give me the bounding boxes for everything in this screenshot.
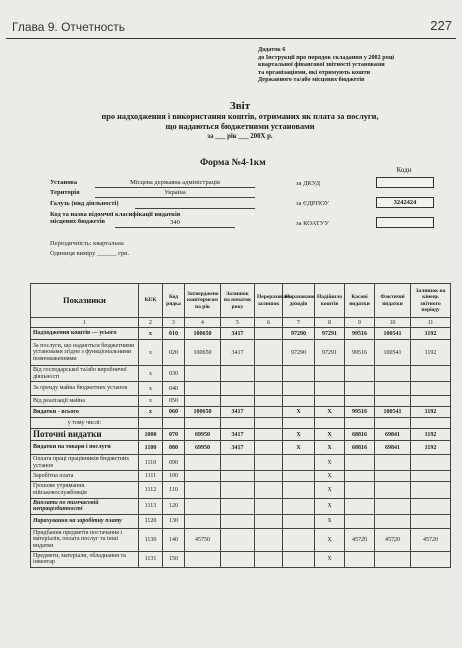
row-label: Виплати по тимчасовій непрацездатності	[31, 498, 139, 514]
table-cell	[255, 407, 283, 418]
table-cell	[185, 366, 221, 382]
table-cell: 050	[163, 396, 185, 407]
table-cell: 080	[163, 441, 185, 455]
table-cell: 090	[163, 455, 185, 471]
col-number: 6	[255, 318, 283, 328]
table-cell: 69841	[375, 441, 411, 455]
branch-label: Галузь (вид діяльності)	[50, 200, 119, 207]
table-cell: 010	[163, 328, 185, 340]
table-cell: 1192	[411, 340, 451, 366]
col-header: Залишок на кінець звітного періоду	[411, 284, 451, 318]
table-cell	[411, 396, 451, 407]
kvk-value: 340	[115, 219, 235, 228]
appendix-note	[258, 46, 458, 84]
table-cell	[221, 471, 255, 482]
table-cell: X	[315, 528, 345, 551]
col-number: 7	[283, 318, 315, 328]
table-cell	[255, 396, 283, 407]
table-cell: 97291	[315, 328, 345, 340]
table-cell: 1192	[411, 328, 451, 340]
table-cell	[283, 366, 315, 382]
table-cell	[283, 551, 315, 567]
appendix-line: до Інструкції про порядок складання у 2002 році	[258, 53, 395, 61]
koatuu-label: за КОАТУУ	[296, 220, 329, 227]
col-header: Залишок на початок року	[221, 284, 255, 318]
table-row	[31, 514, 451, 528]
report-title-block	[40, 100, 440, 140]
branch-value	[135, 200, 255, 209]
col-number: 9	[345, 318, 375, 328]
table-row	[31, 382, 451, 396]
row-label: Грошове утримання військовослужбовців	[31, 482, 139, 498]
territory-value: Україна	[95, 189, 255, 198]
page-number: 227	[430, 18, 452, 33]
table-cell: X	[283, 441, 315, 455]
table-cell	[345, 382, 375, 396]
row-label: Видатки на товари і послуги	[31, 441, 139, 455]
table-cell: X	[315, 482, 345, 498]
table-row	[31, 528, 451, 551]
table-cell: X	[283, 407, 315, 418]
branch-row	[50, 200, 119, 207]
table-row	[31, 396, 451, 407]
col-header: Нараховано доходів	[283, 284, 315, 318]
table-cell: 1131	[139, 551, 163, 567]
row-label: Придбання предметів постачання і матеріалів, оплата послуг та інші видатки	[31, 528, 139, 551]
table-cell: 100650	[185, 340, 221, 366]
col-header: Перераховано залишок	[255, 284, 283, 318]
table-cell	[255, 528, 283, 551]
row-label: За оренду майна бюджетних установ	[31, 382, 139, 396]
running-header	[6, 18, 456, 39]
table-cell: 1111	[139, 471, 163, 482]
table-cell	[221, 482, 255, 498]
appendix-line: квартальної фінансової звітності установами	[258, 61, 385, 69]
table-cell	[185, 455, 221, 471]
table-row	[31, 498, 451, 514]
table-cell: 100541	[375, 407, 411, 418]
table-cell: 140	[163, 528, 185, 551]
row-label: Предмети, матеріали, обладнання та інвентар	[31, 551, 139, 567]
table-row	[31, 482, 451, 498]
table-cell: 1000	[139, 429, 163, 441]
table-cell	[411, 514, 451, 528]
table-cell	[185, 418, 221, 429]
kvk-label-2: місцевих бюджетів	[50, 218, 106, 225]
table-cell: X	[315, 455, 345, 471]
table-cell: 1120	[139, 514, 163, 528]
table-row	[31, 328, 451, 340]
table-cell: 3417	[221, 407, 255, 418]
table-cell	[375, 482, 411, 498]
table-cell	[315, 382, 345, 396]
institution-value: Місцева державна адміністрація	[95, 179, 255, 188]
table-cell: 030	[163, 366, 185, 382]
table-cell	[283, 482, 315, 498]
col-number: 11	[411, 318, 451, 328]
table-cell	[375, 514, 411, 528]
table-row	[31, 418, 451, 429]
table-cell	[255, 429, 283, 441]
table-cell	[185, 482, 221, 498]
table-cell	[221, 514, 255, 528]
table-cell: 040	[163, 382, 185, 396]
table-cell	[221, 396, 255, 407]
table-cell: X	[315, 407, 345, 418]
table-cell	[283, 396, 315, 407]
row-label: За послуги, що надаються бюджетними установами згідно з функціональними повноваженнями	[31, 340, 139, 366]
institution-row	[50, 179, 220, 186]
table-cell: X	[315, 498, 345, 514]
unit-of-measure: Одиниця виміру ______ грн.	[50, 250, 130, 257]
table-cell: X	[315, 471, 345, 482]
report-period: за ___ рік ___ 200Х р.	[207, 133, 273, 140]
form-number: Форма №4-1км	[200, 158, 266, 168]
table-cell	[255, 498, 283, 514]
table-cell: 120	[163, 498, 185, 514]
table-cell: 68816	[345, 429, 375, 441]
table-cell	[283, 418, 315, 429]
table-cell: X	[315, 429, 345, 441]
col-header: Затверджено кошторисом на рік	[185, 284, 221, 318]
table-cell	[255, 382, 283, 396]
table-cell: 100650	[185, 407, 221, 418]
table-cell: 97290	[283, 340, 315, 366]
table-cell	[255, 471, 283, 482]
table-cell	[255, 328, 283, 340]
table-cell	[375, 382, 411, 396]
kvk-label: Код та назва відомчої класифікації видатків	[50, 211, 181, 218]
table-cell	[375, 418, 411, 429]
table-cell: 3417	[221, 340, 255, 366]
table-cell	[345, 514, 375, 528]
periodicity: Періодичність: квартальна	[50, 240, 124, 247]
table-cell: 45720	[345, 528, 375, 551]
table-cell: X	[315, 514, 345, 528]
table-cell: 1100	[139, 441, 163, 455]
col-header: Надійшло коштів	[315, 284, 345, 318]
table-row	[31, 441, 451, 455]
edrpou-code-box: 3242424	[376, 197, 434, 208]
table-cell	[221, 366, 255, 382]
table-cell: x	[139, 340, 163, 366]
table-cell: 110	[163, 482, 185, 498]
row-label: Оплата праці працівників бюджетних установ	[31, 455, 139, 471]
table-cell	[185, 551, 221, 567]
report-table	[30, 283, 451, 568]
row-label: Від господарської та/або виробничої діяльності	[31, 366, 139, 382]
col-number: 2	[139, 318, 163, 328]
table-cell	[139, 418, 163, 429]
table-cell	[185, 514, 221, 528]
table-cell: 150	[163, 551, 185, 567]
table-cell	[221, 382, 255, 396]
table-cell: 69950	[185, 429, 221, 441]
table-cell	[283, 455, 315, 471]
table-cell: 1192	[411, 429, 451, 441]
table-row	[31, 455, 451, 471]
report-subtitle-2: що надаються бюджетними установами	[165, 122, 315, 131]
table-cell	[345, 366, 375, 382]
table-cell	[185, 498, 221, 514]
table-cell: 020	[163, 340, 185, 366]
report-title: Звіт	[229, 100, 251, 112]
table-cell	[221, 551, 255, 567]
table-cell: 100541	[375, 328, 411, 340]
col-header: Код рядка	[163, 284, 185, 318]
table-cell: 130	[163, 514, 185, 528]
col-number: 10	[375, 318, 411, 328]
table-cell	[283, 382, 315, 396]
table-cell	[411, 482, 451, 498]
table-cell	[375, 455, 411, 471]
table-cell	[283, 528, 315, 551]
table-cell	[255, 551, 283, 567]
table-cell	[255, 366, 283, 382]
table-cell	[221, 528, 255, 551]
table-cell: x	[139, 382, 163, 396]
table-cell: 68816	[345, 441, 375, 455]
table-row	[31, 340, 451, 366]
table-cell	[345, 396, 375, 407]
table-cell: 45750	[185, 528, 221, 551]
row-label: Нарахування на заробітну плату	[31, 514, 139, 528]
table-cell	[283, 471, 315, 482]
table-cell: 99516	[345, 328, 375, 340]
table-cell	[185, 382, 221, 396]
table-cell	[345, 471, 375, 482]
table-cell	[375, 396, 411, 407]
table-cell: x	[139, 407, 163, 418]
table-cell: 45720	[411, 528, 451, 551]
table-cell	[345, 498, 375, 514]
table-cell: 3417	[221, 328, 255, 340]
table-cell	[411, 498, 451, 514]
table-cell	[411, 471, 451, 482]
table-cell: 99516	[345, 340, 375, 366]
col-header: КЕК	[139, 284, 163, 318]
table-cell	[345, 455, 375, 471]
table-body	[31, 328, 451, 568]
report-subtitle-1: про надходження і використання коштів, отриманих як плата за послуги,	[101, 112, 379, 121]
table-cell: 3417	[221, 429, 255, 441]
table-cell: 060	[163, 407, 185, 418]
table-cell	[185, 396, 221, 407]
table-cell: 3417	[221, 441, 255, 455]
table-cell	[411, 382, 451, 396]
col-header: Касові видатки	[345, 284, 375, 318]
chapter-title: Глава 9. Отчетность	[12, 20, 125, 34]
table-cell: 100541	[375, 340, 411, 366]
row-label: у тому числі:	[31, 418, 139, 429]
table-cell	[221, 455, 255, 471]
table-cell: 1112	[139, 482, 163, 498]
table-cell	[315, 366, 345, 382]
edrpou-label: за ЄДРПОУ	[296, 200, 330, 207]
table-cell	[375, 471, 411, 482]
table-cell	[255, 482, 283, 498]
table-cell	[345, 482, 375, 498]
table-cell: X	[315, 441, 345, 455]
table-cell: 1192	[411, 407, 451, 418]
institution-label: Установа	[50, 179, 78, 186]
kvk-row	[50, 211, 180, 225]
row-label: Від реалізації майна	[31, 396, 139, 407]
table-cell: 69841	[375, 429, 411, 441]
table-cell	[345, 418, 375, 429]
table-row	[31, 429, 451, 441]
table-cell	[185, 471, 221, 482]
row-label: Поточні видатки	[31, 429, 139, 441]
dkud-label: за ДКУД	[296, 180, 321, 187]
table-cell	[255, 514, 283, 528]
col-number: 3	[163, 318, 185, 328]
table-cell	[221, 498, 255, 514]
dkud-code-box	[376, 177, 434, 188]
table-row	[31, 407, 451, 418]
table-cell: 1130	[139, 528, 163, 551]
table-cell: x	[139, 366, 163, 382]
table-cell	[283, 498, 315, 514]
column-number-row	[31, 318, 451, 328]
table-cell	[375, 366, 411, 382]
col-number: 5	[221, 318, 255, 328]
appendix-line: Державного та/або місцевих бюджетів	[258, 76, 365, 84]
table-cell	[375, 551, 411, 567]
table-cell	[255, 340, 283, 366]
appendix-line: Додаток 6	[258, 46, 286, 53]
territory-row	[50, 189, 186, 196]
territory-label: Територія	[50, 189, 80, 196]
row-label: Видатки - всього	[31, 407, 139, 418]
table-cell	[221, 418, 255, 429]
table-row	[31, 471, 451, 482]
table-cell: 100	[163, 471, 185, 482]
table-cell: 99516	[345, 407, 375, 418]
table-cell: 1110	[139, 455, 163, 471]
table-cell: 97290	[283, 328, 315, 340]
table-cell	[255, 455, 283, 471]
col-header: Фактичні видатки	[375, 284, 411, 318]
col-number: 4	[185, 318, 221, 328]
table-cell	[411, 418, 451, 429]
col-number: 8	[315, 318, 345, 328]
table-cell	[411, 551, 451, 567]
table-cell	[411, 366, 451, 382]
table-cell	[315, 396, 345, 407]
table-cell	[255, 418, 283, 429]
appendix-line: та організаціями, які отримують кошти	[258, 68, 371, 76]
row-label: Надходження коштів — усього	[31, 328, 139, 340]
table-cell: x	[139, 396, 163, 407]
table-cell: 1113	[139, 498, 163, 514]
table-cell: 070	[163, 429, 185, 441]
table-cell	[255, 441, 283, 455]
table-cell: 100650	[185, 328, 221, 340]
table-cell	[411, 455, 451, 471]
table-cell	[163, 418, 185, 429]
table-header-row	[31, 284, 451, 318]
table-cell: 1192	[411, 441, 451, 455]
table-row	[31, 366, 451, 382]
row-label: Заробітна плата	[31, 471, 139, 482]
col-header: Показники	[31, 284, 139, 318]
table-cell	[345, 551, 375, 567]
table-cell	[315, 418, 345, 429]
koatuu-code-box	[376, 217, 434, 228]
table-cell: 97291	[315, 340, 345, 366]
table-cell: 69950	[185, 441, 221, 455]
table-cell: x	[139, 328, 163, 340]
table-cell: X	[315, 551, 345, 567]
table-row	[31, 551, 451, 567]
table-cell	[375, 498, 411, 514]
table-cell: 45720	[375, 528, 411, 551]
table-cell: X	[283, 429, 315, 441]
table-cell	[283, 514, 315, 528]
col-number: 1	[31, 318, 139, 328]
codes-label: Коди	[396, 166, 412, 174]
